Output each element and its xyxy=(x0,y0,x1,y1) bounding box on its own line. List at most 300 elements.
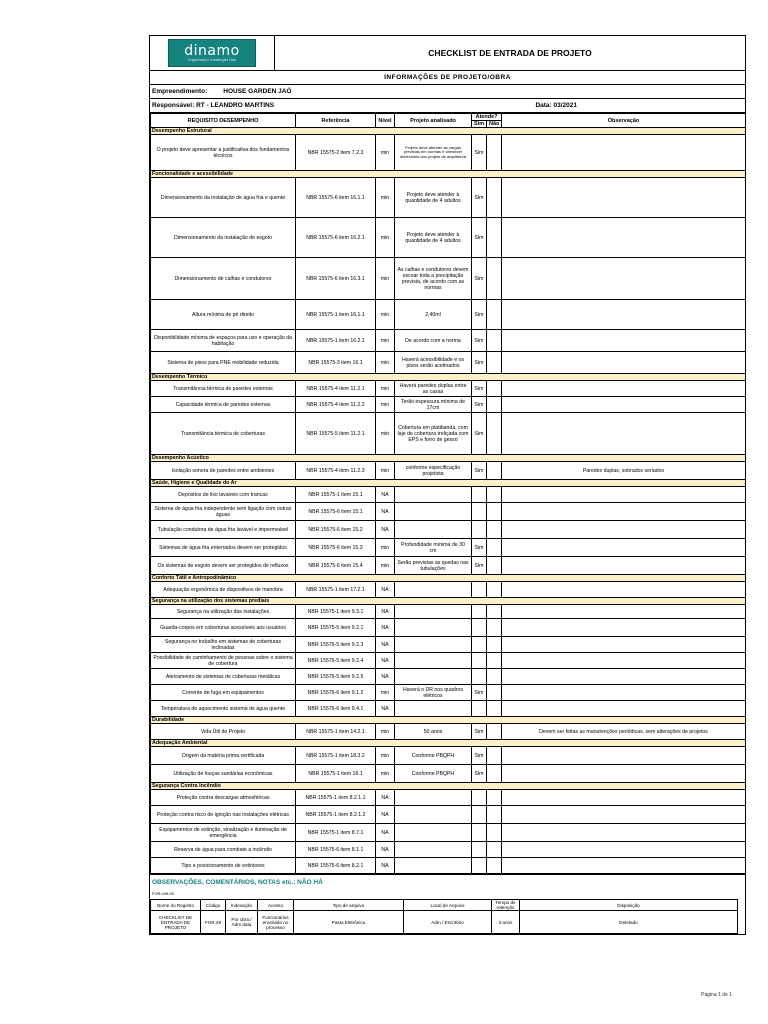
cell-nao xyxy=(487,300,502,330)
cell-nivel: min xyxy=(376,747,395,765)
cell-obs xyxy=(502,135,746,171)
section-title: Segurança Contra Incêndio xyxy=(151,783,746,790)
cell-sim: Sim xyxy=(472,462,487,480)
cell-ref: NBR 15575-6 item 15.4 xyxy=(296,557,376,575)
cell-ref: NBR 15575-5 item 9.2.5 xyxy=(296,669,376,685)
cell-ref: NBR 15575-6 item 15.1 xyxy=(296,503,376,521)
cell-req: Origem da matéria prima certificada xyxy=(151,747,296,765)
cell-proj: Haverá o DR nos quadros elétricos xyxy=(395,685,472,701)
doc-control-cell: Disposição xyxy=(520,900,738,911)
cell-ref: NBR 15575-1 item 15.1 xyxy=(296,487,376,503)
cell-proj: Haverá acessibilidade e os pisos serão acetinados xyxy=(395,352,472,374)
cell-ref: NBR 15575-1 item 18.1 xyxy=(296,765,376,783)
cell-proj xyxy=(395,582,472,598)
cell-sim: Sim xyxy=(472,352,487,374)
cell-req: Tubulação condutora de água fria lavável e impermeável xyxy=(151,521,296,539)
cell-proj: Conforme PBQPH xyxy=(395,765,472,783)
cell-nivel: NA xyxy=(376,806,395,824)
cell-nivel: NA xyxy=(376,487,395,503)
table-row xyxy=(151,521,746,539)
cell-proj xyxy=(395,503,472,521)
table-row xyxy=(151,557,746,575)
cell-req: Dimensionamento da instalação de água fria e quente xyxy=(151,178,296,218)
cell-sim: Sim xyxy=(472,765,487,783)
cell-sim xyxy=(472,637,487,653)
cell-req: Utilização de louças sanitárias econômicas xyxy=(151,765,296,783)
cell-req: Sistema de água fria independente sem ligação com outras águas xyxy=(151,503,296,521)
doc-control-cell: CHECKLIST DE ENTRADA DE PROJETO xyxy=(151,911,201,934)
cell-nao xyxy=(487,858,502,874)
cell-obs xyxy=(502,218,746,258)
section-title: Conforto Tátil e Antropodinâmico xyxy=(151,575,746,582)
cell-proj xyxy=(395,701,472,717)
cell-nao xyxy=(487,701,502,717)
cell-obs xyxy=(502,701,746,717)
cell-proj: Projeto deve atender as cargas previstas em normas e obedecer dimensões dos projeto de arquitetura xyxy=(395,135,472,171)
table-row xyxy=(151,539,746,557)
empreendimento-label: Empreendimento: xyxy=(152,88,208,95)
cell-nivel: NA xyxy=(376,653,395,669)
cell-nivel: min xyxy=(376,765,395,783)
cell-sim: Sim xyxy=(472,381,487,397)
cell-obs xyxy=(502,637,746,653)
cell-req: Proteção contra risco de ignição nas instalações elétricas xyxy=(151,806,296,824)
cell-nivel: min xyxy=(376,352,395,374)
date-label: Data: 03/2021 xyxy=(535,102,577,109)
cell-sim xyxy=(472,653,487,669)
cell-ref: NBR 15575-2 item 7.2.3 xyxy=(296,135,376,171)
table-row xyxy=(151,381,746,397)
cell-nivel: NA xyxy=(376,605,395,619)
col-requisito: REQUISITO DESEMPENHO xyxy=(151,114,296,128)
cell-req: Guarda-corpos em coberturas acessíveis aos usuários xyxy=(151,619,296,637)
cell-nivel: min xyxy=(376,557,395,575)
cell-proj xyxy=(395,653,472,669)
cell-nao xyxy=(487,381,502,397)
info-title: INFORMAÇÕES DE PROJETO/OBRA xyxy=(150,71,745,85)
cell-req: Dimensionamento da instalação de esgoto xyxy=(151,218,296,258)
cell-ref: NBR 15575-1 item 16.1.1 xyxy=(296,300,376,330)
cell-sim: Sim xyxy=(472,747,487,765)
checklist-sheet xyxy=(149,35,746,935)
cell-req: Possibilidade de caminhamento de pessoas sobre o sistema de cobertura xyxy=(151,653,296,669)
page-number: Página 1 de 1 xyxy=(701,992,732,998)
col-sim: Sim xyxy=(472,121,487,128)
cell-sim xyxy=(472,790,487,806)
section-header-row xyxy=(151,128,746,135)
cell-sim: Sim xyxy=(472,258,487,300)
cell-sim xyxy=(472,605,487,619)
cell-nivel: NA xyxy=(376,503,395,521)
cell-nivel: NA xyxy=(376,521,395,539)
cell-nao xyxy=(487,487,502,503)
table-row xyxy=(151,413,746,455)
table-row xyxy=(151,637,746,653)
cell-obs: Devem ser feitas as manutenções periódicas, sem alterações de projetos xyxy=(502,724,746,740)
page-title: CHECKLIST DE ENTRADA DE PROJETO xyxy=(428,48,592,58)
cell-nao xyxy=(487,521,502,539)
cell-nivel: min xyxy=(376,413,395,455)
cell-proj: Projeto deve atender à quantidade de 4 adultos xyxy=(395,178,472,218)
table-row xyxy=(151,397,746,413)
cell-proj xyxy=(395,605,472,619)
cell-proj: De acordo com a norma xyxy=(395,330,472,352)
cell-ref: NBR 15575-1 item 8.7.1 xyxy=(296,824,376,842)
table-row xyxy=(151,503,746,521)
table-row xyxy=(151,300,746,330)
cell-obs xyxy=(502,381,746,397)
cell-proj xyxy=(395,637,472,653)
cell-ref: NBR 15575-6 item 15.2 xyxy=(296,521,376,539)
section-title: Adequação Ambiental xyxy=(151,740,746,747)
cell-nao xyxy=(487,539,502,557)
table-row xyxy=(151,352,746,374)
cell-sim xyxy=(472,842,487,858)
cell-nivel: NA xyxy=(376,637,395,653)
cell-nao xyxy=(487,765,502,783)
cell-obs xyxy=(502,747,746,765)
doc-control-table xyxy=(150,899,738,934)
doc-control-cell: Deletado xyxy=(520,911,738,934)
cell-proj: Conforme PBQPH xyxy=(395,747,472,765)
cell-req: Depósitos de lixo lavaveis com trancas xyxy=(151,487,296,503)
cell-proj: Profundidade mínima de 30 cm xyxy=(395,539,472,557)
cell-nao xyxy=(487,790,502,806)
table-row xyxy=(151,806,746,824)
table-row xyxy=(151,790,746,806)
cell-sim: Sim xyxy=(472,218,487,258)
table-row xyxy=(151,858,746,874)
cell-nivel: min xyxy=(376,178,395,218)
cell-nivel: min xyxy=(376,381,395,397)
cell-req: Equipamentos de extinção, sinalização e iluminação de emergência xyxy=(151,824,296,842)
cell-req: Segurança na utilização das instalações xyxy=(151,605,296,619)
cell-proj: Projeto deve atender à quantidade de 4 adultos xyxy=(395,218,472,258)
cell-nao xyxy=(487,747,502,765)
cell-ref: NBR 15575-5 item 9.2.1 xyxy=(296,619,376,637)
cell-nao xyxy=(487,653,502,669)
checklist-table xyxy=(150,113,746,874)
cell-nivel: min xyxy=(376,330,395,352)
cell-obs xyxy=(502,330,746,352)
cell-nivel: NA xyxy=(376,858,395,874)
section-title: Desempenho Acústico xyxy=(151,455,746,462)
cell-nao xyxy=(487,605,502,619)
cell-sim: Sim xyxy=(472,539,487,557)
cell-nao xyxy=(487,258,502,300)
cell-nao xyxy=(487,503,502,521)
table-row xyxy=(151,669,746,685)
doc-control-cell: Indexação xyxy=(226,900,258,911)
cell-nivel: min xyxy=(376,397,395,413)
cell-ref: NBR 15575-5 item 9.2.4 xyxy=(296,653,376,669)
cell-obs xyxy=(502,397,746,413)
cell-proj xyxy=(395,487,472,503)
cell-obs xyxy=(502,790,746,806)
cell-ref: NBR 15575-3 item 16.1 xyxy=(296,352,376,374)
cell-obs xyxy=(502,503,746,521)
cell-req: O projeto deve apresentar a justificativa dos fundamentos técnicos xyxy=(151,135,296,171)
cell-sim: Sim xyxy=(472,685,487,701)
cell-proj: Serão previstas as quedas nas tubulações xyxy=(395,557,472,575)
section-title: Desempenho Estrutural xyxy=(151,128,746,135)
section-title: Desempenho Térmico xyxy=(151,374,746,381)
cell-sim xyxy=(472,858,487,874)
table-row xyxy=(151,582,746,598)
cell-nao xyxy=(487,352,502,374)
logo-text: dinamo xyxy=(184,42,240,59)
cell-proj xyxy=(395,842,472,858)
cell-req: Tipo e posicionamento de extintores xyxy=(151,858,296,874)
section-header-row xyxy=(151,171,746,178)
cell-obs xyxy=(502,842,746,858)
cell-nivel: NA xyxy=(376,669,395,685)
cell-sim: Sim xyxy=(472,135,487,171)
cell-nao xyxy=(487,824,502,842)
cell-nivel: NA xyxy=(376,582,395,598)
responsavel-label: Responsável: RT - LEANDRO MARTINS xyxy=(152,102,275,109)
cell-nivel: NA xyxy=(376,619,395,637)
cell-ref: NBR 15575-6 item 8.2.1 xyxy=(296,858,376,874)
doc-control-cell: Funcionários envolvido no processo xyxy=(258,911,294,934)
col-referencia: Referência xyxy=(296,114,376,128)
logo-cell xyxy=(150,36,275,70)
doc-control-cell: Tempo de retenção xyxy=(492,900,520,911)
cell-nivel: min xyxy=(376,218,395,258)
cell-sim xyxy=(472,619,487,637)
cell-req: Segurança no trabalho em sistemas de coberturas inclinadas xyxy=(151,637,296,653)
cell-sim: Sim xyxy=(472,557,487,575)
cell-proj xyxy=(395,790,472,806)
doc-control-cell: Código xyxy=(201,900,226,911)
cell-sim xyxy=(472,521,487,539)
header xyxy=(150,36,745,71)
logo-subtext: Engenharia e Construção Ltda xyxy=(188,57,236,62)
cell-req: Sistema de pisos para PNE mobilidade reduzida xyxy=(151,352,296,374)
cell-ref: NBR 15575-4 item 11.2.2 xyxy=(296,397,376,413)
cell-nao xyxy=(487,637,502,653)
doc-control-cell: FOR.49 xyxy=(201,911,226,934)
cell-sim xyxy=(472,503,487,521)
cell-obs xyxy=(502,669,746,685)
section-header-row xyxy=(151,598,746,605)
cell-obs xyxy=(502,685,746,701)
col-atende: Atende? xyxy=(472,114,502,121)
table-row xyxy=(151,685,746,701)
cell-ref: NBR 15575-1 item 18.3.2 xyxy=(296,747,376,765)
section-title: Segurança na utilização dos sistemas prediais xyxy=(151,598,746,605)
cell-obs xyxy=(502,824,746,842)
section-header-row xyxy=(151,575,746,582)
cell-nao xyxy=(487,806,502,824)
cell-req: Dimensionamento de calhas e condutores xyxy=(151,258,296,300)
cell-req: Transmitância térmica de coberturas xyxy=(151,413,296,455)
doc-control-row xyxy=(151,911,738,934)
cell-req: Aterramento de sistemas de coberturas metálicas xyxy=(151,669,296,685)
doc-control-cell: Por obra / Adm data xyxy=(226,911,258,934)
table-row xyxy=(151,135,746,171)
cell-req: Os sistemas de esgoto devem ser protegidos de refluxos xyxy=(151,557,296,575)
cell-obs xyxy=(502,619,746,637)
cell-obs xyxy=(502,858,746,874)
cell-ref: NBR 15575-1 item 9.3.1 xyxy=(296,605,376,619)
cell-sim: Sim xyxy=(472,413,487,455)
section-title: Saúde, Higiene e Qualidade do Ar xyxy=(151,480,746,487)
cell-proj: Haverá paredes duplas entre as casas xyxy=(395,381,472,397)
table-row xyxy=(151,747,746,765)
cell-nivel: NA xyxy=(376,701,395,717)
doc-control-cell: Tipo de arquivo xyxy=(294,900,404,911)
section-header-row xyxy=(151,717,746,724)
cell-ref: NBR 15575-6 item 15.3 xyxy=(296,539,376,557)
cell-proj xyxy=(395,806,472,824)
table-row xyxy=(151,178,746,218)
cell-nivel: min xyxy=(376,685,395,701)
cell-obs xyxy=(502,582,746,598)
cell-req: Adequação ergonômica de dispositivos de manobra xyxy=(151,582,296,598)
section-header-row xyxy=(151,480,746,487)
cell-sim: Sim xyxy=(472,178,487,218)
cell-sim xyxy=(472,806,487,824)
table-row xyxy=(151,724,746,740)
section-title: Durabilidade xyxy=(151,717,746,724)
cell-obs xyxy=(502,352,746,374)
table-row xyxy=(151,765,746,783)
cell-ref: NBR 15575-4 item 11.2.1 xyxy=(296,381,376,397)
doc-control-row xyxy=(151,900,738,911)
empreendimento-value: HOUSE GARDEN JAÓ xyxy=(223,88,292,95)
cell-proj xyxy=(395,858,472,874)
cell-nao xyxy=(487,413,502,455)
table-row xyxy=(151,330,746,352)
cell-obs xyxy=(502,539,746,557)
cell-ref: NBR 15575-1 item 8.2.1.2 xyxy=(296,806,376,824)
cell-nao xyxy=(487,135,502,171)
cell-obs xyxy=(502,605,746,619)
cell-nao xyxy=(487,842,502,858)
doc-control-cell: Nome do Registro xyxy=(151,900,201,911)
cell-sim: Sim xyxy=(472,300,487,330)
cell-req: Temperatura de aquecimento sistema de água quente xyxy=(151,701,296,717)
cell-nivel: NA xyxy=(376,790,395,806)
cell-nivel: min xyxy=(376,300,395,330)
cell-nivel: min xyxy=(376,724,395,740)
cell-ref: NBR 15575-6 item 16.1.1 xyxy=(296,178,376,218)
cell-req: Transmitância térmica de paredes externas xyxy=(151,381,296,397)
doc-control-cell: Local de Arquivo xyxy=(404,900,492,911)
cell-proj: 50 anos xyxy=(395,724,472,740)
cell-ref: NBR 15575-5 item 9.2.3 xyxy=(296,637,376,653)
cell-proj xyxy=(395,521,472,539)
cell-obs xyxy=(502,178,746,218)
cell-proj: Cobertura em platibanda, com laje de cobertura treliçada com EPS e forro de gesso xyxy=(395,413,472,455)
cell-req: Isolação sonora de paredes entre ambientes xyxy=(151,462,296,480)
cell-nivel: min xyxy=(376,258,395,300)
cell-proj: 2,40ml xyxy=(395,300,472,330)
doc-control-cell: Pasta Eletrônica xyxy=(294,911,404,934)
cell-proj: conforme especificação projetista xyxy=(395,462,472,480)
cell-obs xyxy=(502,653,746,669)
cell-nao xyxy=(487,462,502,480)
cell-nao xyxy=(487,724,502,740)
cell-req: Sistemas de água fria enterrados devem ser protegidos xyxy=(151,539,296,557)
observacoes-line: OBSERVAÇÕES, COMENTÁRIOS, NOTAS etc.: NÃO HÁ xyxy=(150,874,745,889)
cell-obs xyxy=(502,806,746,824)
cell-ref: NBR 15575-1 item 8.2.1.1 xyxy=(296,790,376,806)
cell-ref: NBR 15575-5 item 11.2.1 xyxy=(296,413,376,455)
col-projeto: Projeto analisado xyxy=(395,114,472,128)
cell-ref: NBR 15575-6 item 16.2.1 xyxy=(296,218,376,258)
doc-control-body xyxy=(151,900,738,934)
cell-nao xyxy=(487,397,502,413)
cell-sim: Sim xyxy=(472,724,487,740)
col-nao: Não xyxy=(487,121,502,128)
cell-nao xyxy=(487,218,502,258)
cell-sim: Sim xyxy=(472,330,487,352)
table-row xyxy=(151,653,746,669)
cell-sim xyxy=(472,824,487,842)
cell-req: Disponibilidade mínima de espaços para uso e operação da habitação xyxy=(151,330,296,352)
cell-nao xyxy=(487,330,502,352)
cell-proj xyxy=(395,824,472,842)
cell-nivel: NA xyxy=(376,824,395,842)
cell-ref: NBR 15575-1 item 17.2.1 xyxy=(296,582,376,598)
cell-obs xyxy=(502,487,746,503)
col-observacao: Observação xyxy=(502,114,746,128)
table-row xyxy=(151,824,746,842)
cell-ref: NBR 15575-6 item 9.4.1 xyxy=(296,701,376,717)
doc-code: FOR.049-00 xyxy=(152,891,175,896)
table-body xyxy=(151,128,746,874)
responsavel-line xyxy=(150,99,745,113)
section-header-row xyxy=(151,783,746,790)
cell-ref: NBR 15575-4 item 11.2.3 xyxy=(296,462,376,480)
table-row xyxy=(151,701,746,717)
cell-sim xyxy=(472,582,487,598)
table-row xyxy=(151,218,746,258)
table-row xyxy=(151,605,746,619)
cell-proj xyxy=(395,619,472,637)
cell-nivel: NA xyxy=(376,842,395,858)
cell-nao xyxy=(487,685,502,701)
cell-req: Corrente de fuga em equipamentos xyxy=(151,685,296,701)
cell-req: Altura mínima de pé direito xyxy=(151,300,296,330)
doc-control-cell: Adm / Escritório xyxy=(404,911,492,934)
cell-proj: Terão espessura mínima de 17cm xyxy=(395,397,472,413)
cell-obs xyxy=(502,765,746,783)
cell-proj: As calhas e condutores devem escoar toda a precipitação prevista, de acordo com as normas xyxy=(395,258,472,300)
cell-nao xyxy=(487,669,502,685)
table-row xyxy=(151,258,746,300)
doc-control-cell: 3 anos xyxy=(492,911,520,934)
cell-sim: Sim xyxy=(472,397,487,413)
cell-obs xyxy=(502,521,746,539)
cell-nao xyxy=(487,557,502,575)
cell-nivel: min xyxy=(376,135,395,171)
table-row xyxy=(151,619,746,637)
cell-req: Capacidade térmica de paredes externas xyxy=(151,397,296,413)
cell-obs xyxy=(502,258,746,300)
cell-ref: NBR 15575-6 item 16.3.1 xyxy=(296,258,376,300)
cell-nao xyxy=(487,178,502,218)
cell-sim xyxy=(472,487,487,503)
table-row xyxy=(151,842,746,858)
table-row xyxy=(151,487,746,503)
cell-ref: NBR 15575-6 item 8.1.1 xyxy=(296,842,376,858)
cell-ref: NBR 15575-1 item 16.2.1 xyxy=(296,330,376,352)
dinamo-logo xyxy=(168,39,256,67)
section-title: Funcionalidade e acessibilidade xyxy=(151,171,746,178)
